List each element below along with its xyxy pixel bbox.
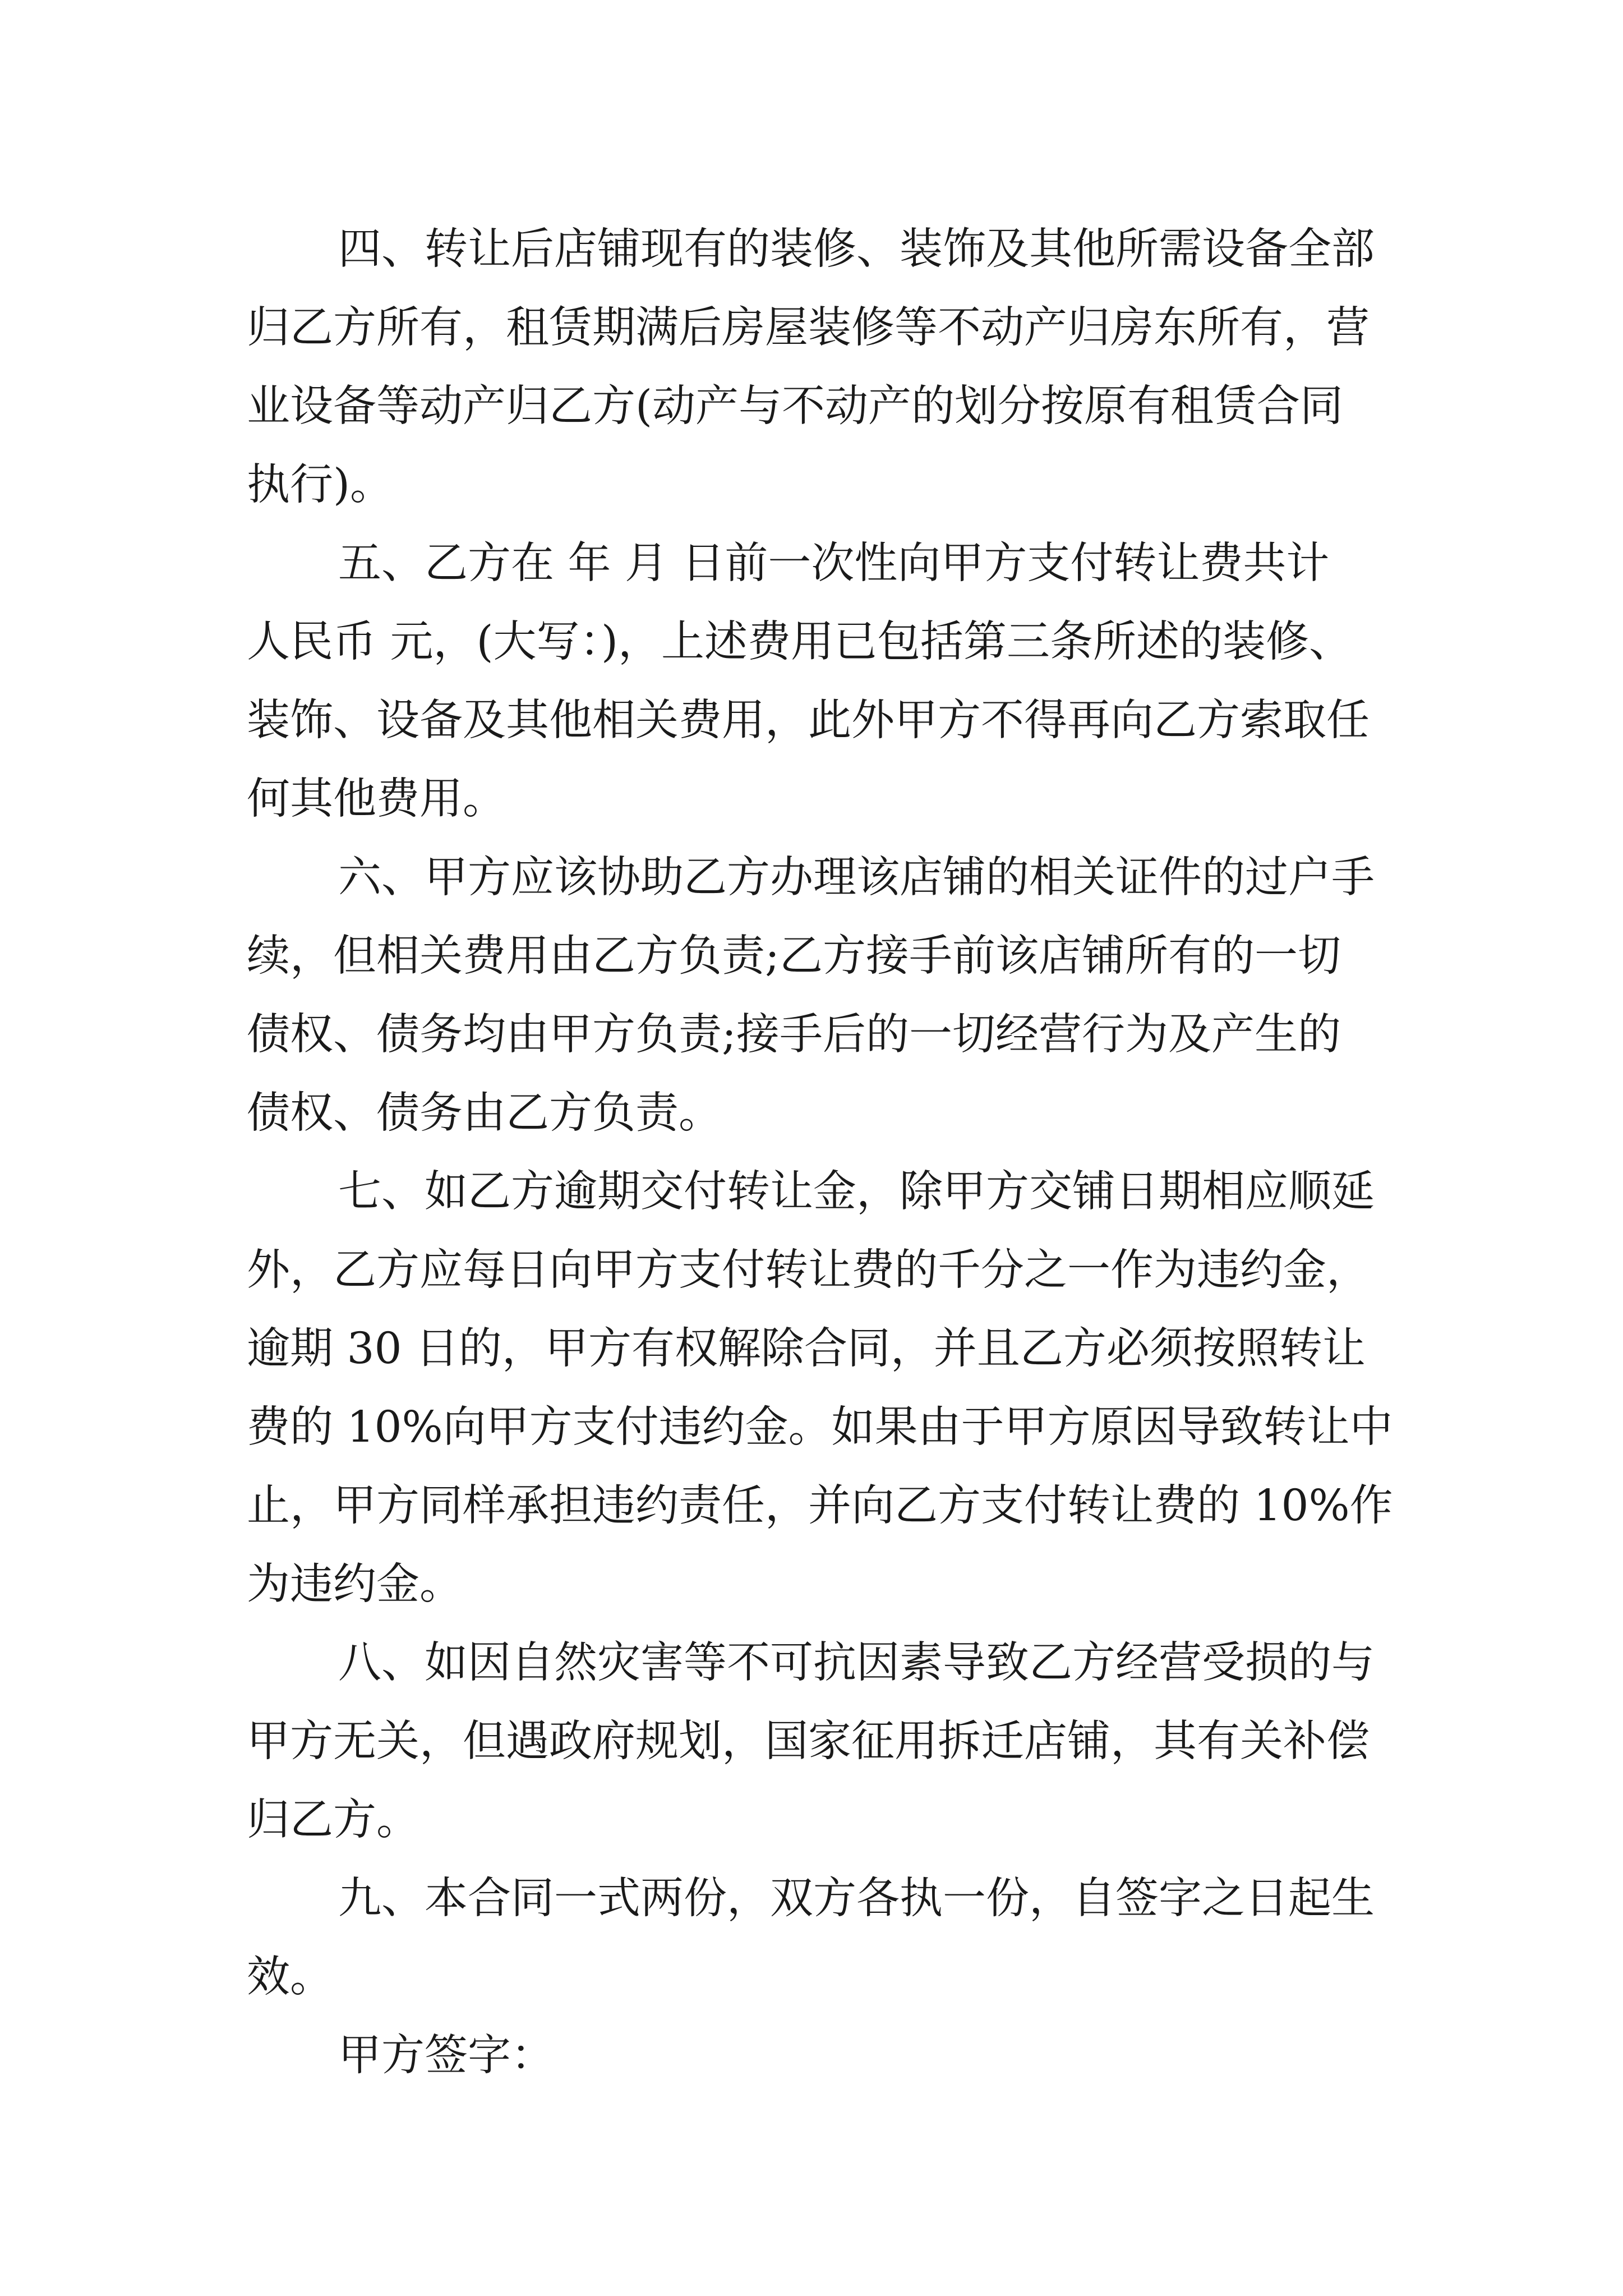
- clause-6-line-2: 续，但相关费用由乙方负责;乙方接手前该店铺所有的一切: [247, 931, 1341, 981]
- clause-7-line-2: 外，乙方应每日向甲方支付转让费的千分之一作为违约金，: [247, 1245, 1370, 1295]
- clause-9-line-1: 九、本合同一式两份，双方各执一份，自签字之日起生: [338, 1874, 1375, 1924]
- clause-7-line-1: 七、如乙方逾期交付转让金，除甲方交铺日期相应顺延: [338, 1167, 1375, 1217]
- clause-5-line-3: 装饰、设备及其他相关费用，此外甲方不得再向乙方索取任: [247, 696, 1370, 746]
- clause-8-line-2: 甲方无关，但遇政府规划，国家征用拆迁店铺，其有关补偿: [247, 1717, 1370, 1766]
- clause-4-line-4: 执行)。: [247, 460, 394, 510]
- clause-5-line-2: 人民币 元，(大写：)，上述费用已包括第三条所述的装修、: [247, 617, 1353, 667]
- clause-6-line-4: 债权、债务由乙方负责。: [247, 1088, 722, 1138]
- clause-9-line-2: 效。: [247, 1952, 333, 2002]
- clause-8-line-3: 归乙方。: [247, 1795, 419, 1845]
- clause-6-line-3: 债权、债务均由甲方负责;接手后的一切经营行为及产生的: [247, 1010, 1341, 1060]
- clause-5-line-4: 何其他费用。: [247, 774, 506, 824]
- clause-5-line-1: 五、乙方在 年 月 日前一次性向甲方支付转让费共计: [338, 539, 1330, 588]
- clause-4-line-1: 四、转让后店铺现有的装修、装饰及其他所需设备全部: [338, 224, 1375, 274]
- clause-7-line-5: 止，甲方同样承担违约责任，并向乙方支付转让费的 10%作: [247, 1481, 1393, 1531]
- party-a-signature-label: 甲方签字：: [338, 2031, 554, 2081]
- clause-6-line-1: 六、甲方应该协助乙方办理该店铺的相关证件的过户手: [338, 853, 1375, 903]
- clause-4-line-2: 归乙方所有，租赁期满后房屋装修等不动产归房东所有，营: [247, 303, 1370, 353]
- clause-7-line-6: 为违约金。: [247, 1559, 463, 1609]
- clause-7-line-4: 费的 10%向甲方支付违约金。如果由于甲方原因导致转让中: [247, 1402, 1393, 1452]
- clause-8-line-1: 八、如因自然灾害等不可抗因素导致乙方经营受损的与: [338, 1638, 1375, 1688]
- clause-7-line-3: 逾期 30 日的，甲方有权解除合同，并且乙方必须按照转让: [247, 1324, 1366, 1374]
- clause-4-line-3: 业设备等动产归乙方(动产与不动产的划分按原有租赁合同: [247, 381, 1344, 431]
